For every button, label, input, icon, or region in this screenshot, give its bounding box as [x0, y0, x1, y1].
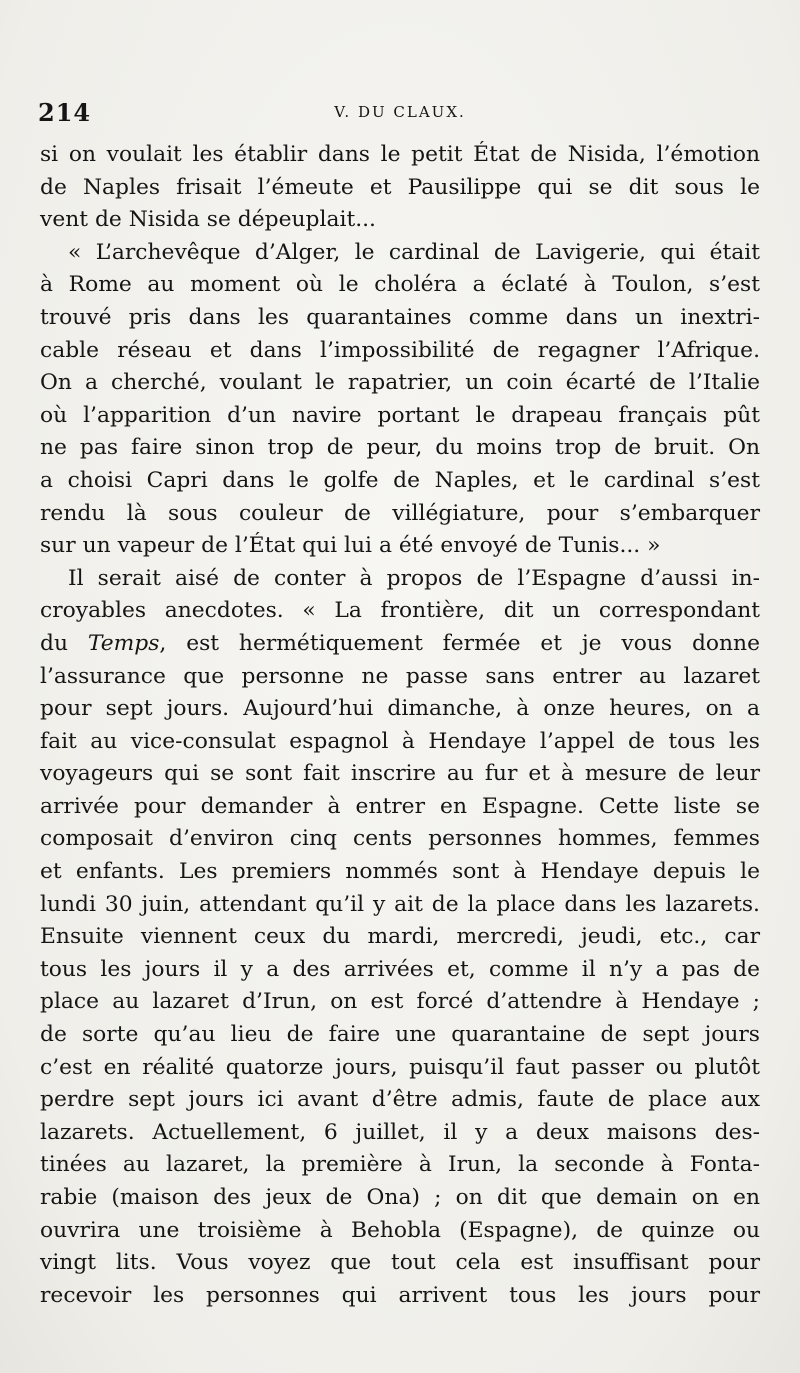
running-head: V. DU CLAUX. — [334, 103, 466, 121]
text-line: lundi 30 juin, attendant qu’il y ait de la place dans les lazarets. — [40, 891, 760, 917]
text-line: Ensuite viennent ceux du mardi, mercredi, jeudi, etc., car — [40, 924, 760, 950]
text-line: fait au vice-consulat espagnol à Hendaye l’appel de tous les — [40, 728, 760, 754]
text-line: l’assurance que personne ne passe sans entrer au lazaret — [40, 663, 760, 689]
text-line: vingt lits. Vous voyez que tout cela est insuffisant pour — [40, 1250, 760, 1276]
text-line: « L’archevêque d’Alger, le cardinal de Lavigerie, qui était — [68, 239, 760, 265]
line-segment: du — [40, 630, 88, 656]
text-line: c’est en réalité quatorze jours, puisqu’il faut passer ou plutôt — [40, 1054, 760, 1080]
text-line: de Naples frisait l’émeute et Pausilippe qui se dit sous le — [40, 174, 760, 200]
page-number: 214 — [38, 98, 92, 127]
text-line: rendu là sous couleur de villégiature, pour s’embarquer — [40, 500, 760, 526]
text-line: place au lazaret d’Irun, on est forcé d’attendre à Hendaye ; — [40, 989, 760, 1015]
text-line: perdre sept jours ici avant d’être admis, faute de place aux — [40, 1087, 760, 1113]
text-line: trouvé pris dans les quarantaines comme dans un inextri- — [40, 304, 760, 330]
text-line: voyageurs qui se sont fait inscrire au fur et à mesure de leur — [40, 761, 760, 787]
page-header — [38, 98, 762, 132]
text-line-with-italic — [40, 628, 760, 661]
text-line: composait d’environ cinq cents personnes hommes, femmes — [40, 826, 760, 852]
text-line: et enfants. Les premiers nommés sont à Hendaye depuis le — [40, 859, 760, 885]
text-line: a choisi Capri dans le golfe de Naples, et le cardinal s’est — [40, 467, 760, 493]
body-text — [40, 139, 760, 1312]
text-line: arrivée pour demander à entrer en Espagne. Cette liste se — [40, 793, 760, 819]
line-segment: , est hermétiquement fermée et je vous donne — [159, 630, 760, 656]
text-line: pour sept jours. Aujourd’hui dimanche, à onze heures, on a — [40, 696, 760, 722]
text-line: lazarets. Actuellement, 6 juillet, il y a deux maisons des- — [40, 1119, 760, 1145]
text-line: tinées au lazaret, la première à Irun, la seconde à Fonta- — [40, 1152, 760, 1178]
text-line: vent de Nisida se dépeuplait... — [40, 207, 376, 233]
text-line: tous les jours il y a des arrivées et, comme il n’y a pas de — [40, 956, 760, 982]
text-line: ouvrira une troisième à Behobla (Espagne), de quinze ou — [40, 1217, 760, 1243]
text-line: rabie (maison des jeux de Ona) ; on dit que demain on en — [40, 1185, 760, 1210]
text-line: de sorte qu’au lieu de faire une quarantaine de sept jours — [40, 1022, 760, 1048]
text-line: recevoir les personnes qui arrivent tous les jours pour — [40, 1282, 760, 1308]
text-line: si on voulait les établir dans le petit État de Nisida, l’émotion — [40, 142, 760, 167]
text-line: où l’apparition d’un navire portant le drapeau français pût — [40, 402, 760, 428]
text-line: cable réseau et dans l’impossibilité de regagner l’Afrique. — [40, 337, 760, 363]
text-line: croyables anecdotes. « La frontière, dit un correspondant — [40, 598, 760, 624]
text-line: sur un vapeur de l’État qui lui a été envoyé de Tunis... » — [40, 533, 661, 559]
text-line: Il serait aisé de conter à propos de l’Espagne d’aussi in- — [68, 565, 760, 591]
italic-title: Temps — [87, 630, 160, 656]
text-line: à Rome au moment où le choléra a éclaté à Toulon, s’est — [40, 272, 760, 298]
text-line: ne pas faire sinon trop de peur, du moins trop de bruit. On — [40, 435, 760, 461]
text-line: On a cherché, voulant le rapatrier, un coin écarté de l’Italie — [40, 370, 760, 396]
